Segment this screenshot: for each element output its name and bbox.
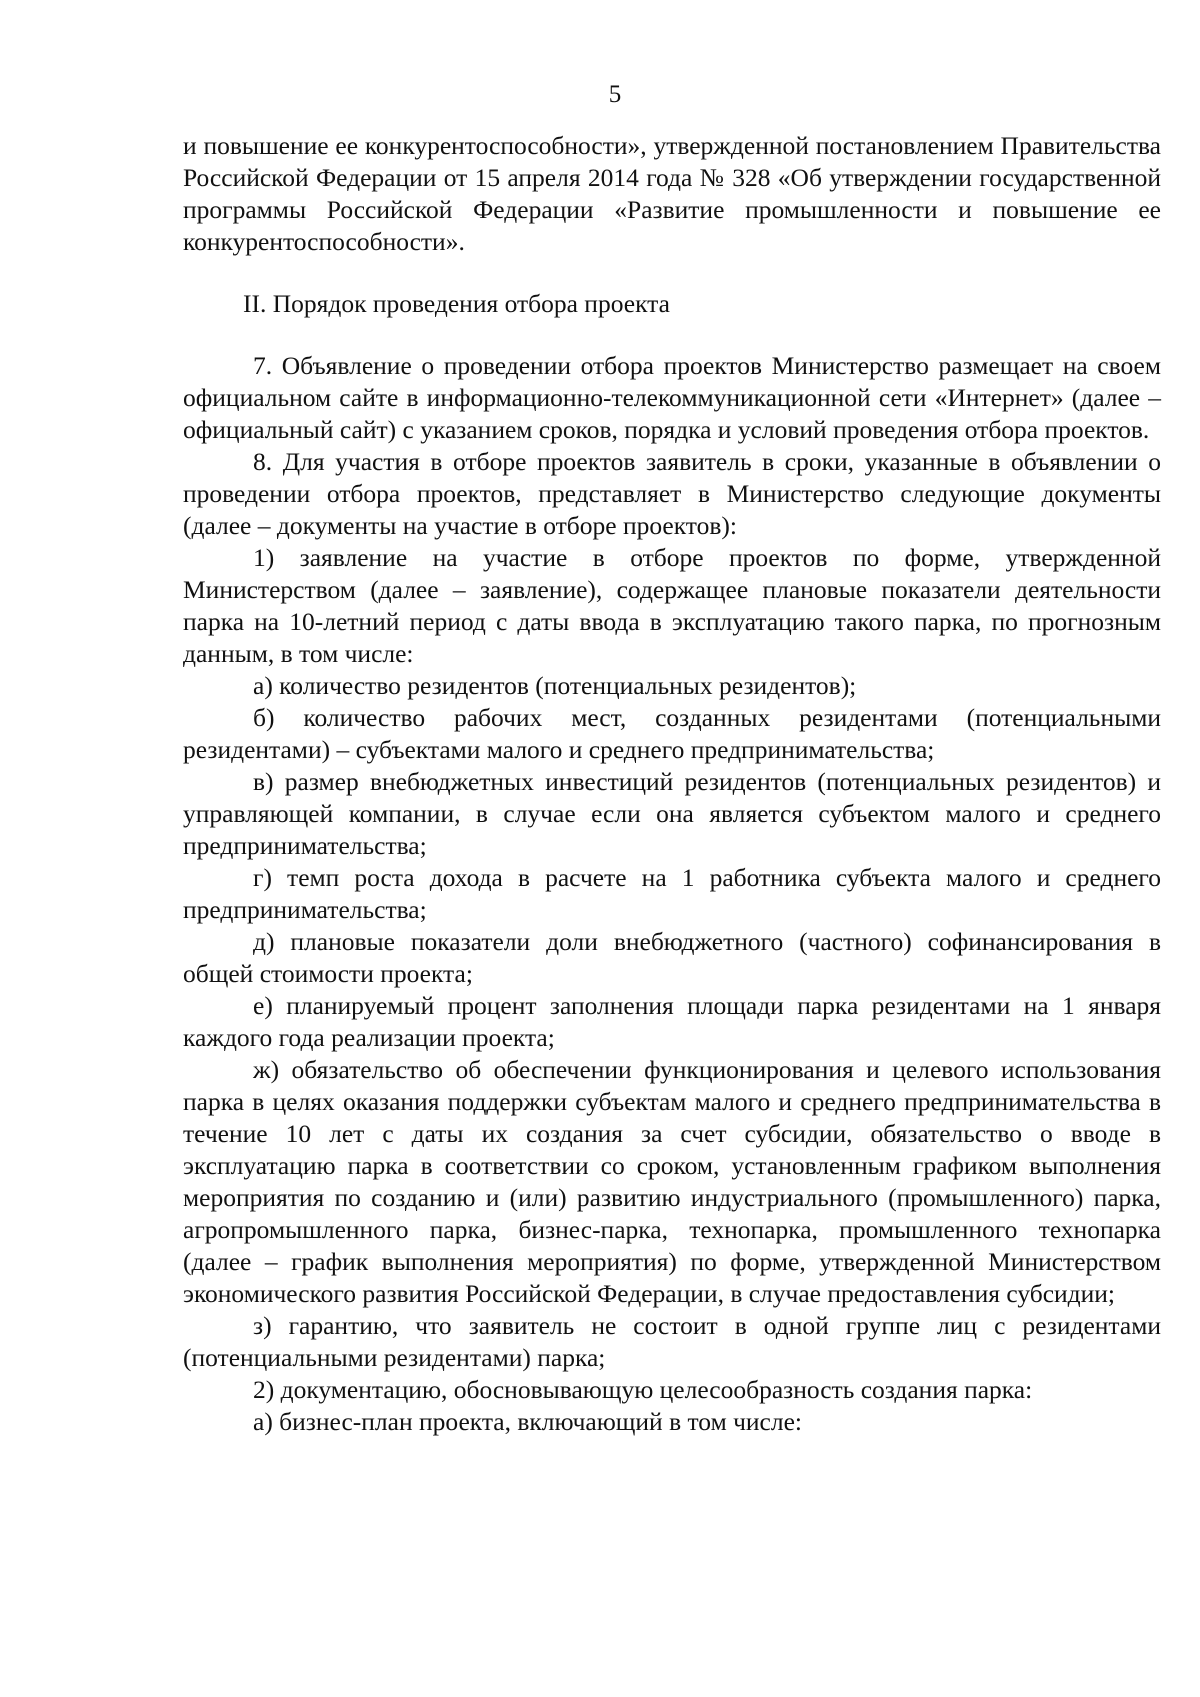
item-v: в) размер внебюджетных инвестиций резидентов (потенциальных резидентов) и управляющей компании, в случае если она является субъектом малого и среднего предпринимательства; xyxy=(183,767,1161,860)
clause-7: 7. Объявление о проведении отбора проектов Министерство размещает на своем официальном сайте в информационно-телекоммуникационной сети «Интернет» (далее – официальный сайт) с указанием сроков, порядка и условий проведения отбора проектов. xyxy=(183,351,1161,444)
item-g: г) темп роста дохода в расчете на 1 работника субъекта малого и среднего предпринимательства; xyxy=(183,863,1161,924)
item-e: е) планируемый процент заполнения площади парка резидентами на 1 января каждого года реализации проекта; xyxy=(183,991,1161,1052)
item-zh: ж) обязательство об обеспечении функционирования и целевого использования парка в целях оказания поддержки субъектам малого и среднего предпринимательства в течение 10 лет с даты их создания за счет субсидии, обязательство о вводе в эксплуатацию парка в соответствии со сроком, установленным графиком выполнения мероприятия по созданию и (или) развитию индустриального (промышленного) парка, агропромышленного парка, бизнес-парка, технопарка, промышленного технопарка (далее – график выполнения мероприятия) по форме, утвержденной Министерством экономического развития Российской Федерации, в случае предоставления субсидии; xyxy=(183,1055,1161,1308)
item-b: б) количество рабочих мест, созданных резидентами (потенциальными резидентами) – субъектами малого и среднего предпринимательства; xyxy=(183,703,1161,764)
item-d: д) плановые показатели доли внебюджетного (частного) софинансирования в общей стоимости проекта; xyxy=(183,927,1161,988)
clause-8: 8. Для участия в отборе проектов заявитель в сроки, указанные в объявлении о проведении отбора проектов, представляет в Министерство следующие документы (далее – документы на участие в отборе проектов): xyxy=(183,447,1161,540)
subclause-1: 1) заявление на участие в отборе проектов по форме, утвержденной Министерством (далее – заявление), содержащее плановые показатели деятельности парка на 10-летний период с даты ввода в эксплуатацию такого парка, по прогнозным данным, в том числе: xyxy=(183,543,1161,668)
item-a-business-plan: а) бизнес-план проекта, включающий в том числе: xyxy=(253,1407,802,1436)
document-body xyxy=(183,130,1161,1438)
item-z: з) гарантию, что заявитель не состоит в одной группе лиц с резидентами (потенциальными резидентами) парка; xyxy=(183,1311,1161,1372)
section-heading: II. Порядок проведения отбора проекта xyxy=(243,289,670,318)
subclause-2: 2) документацию, обосновывающую целесообразность создания парка: xyxy=(253,1375,1033,1404)
page-number: 5 xyxy=(608,81,622,108)
item-a: а) количество резидентов (потенциальных резидентов); xyxy=(253,671,857,700)
continuation-paragraph: и повышение ее конкурентоспособности», утвержденной постановлением Правительства Российской Федерации от 15 апреля 2014 года № 328 «Об утверждении государственной программы Российской Федерации «Развитие промышленности и повышение ее конкурентоспособности». xyxy=(183,131,1161,256)
